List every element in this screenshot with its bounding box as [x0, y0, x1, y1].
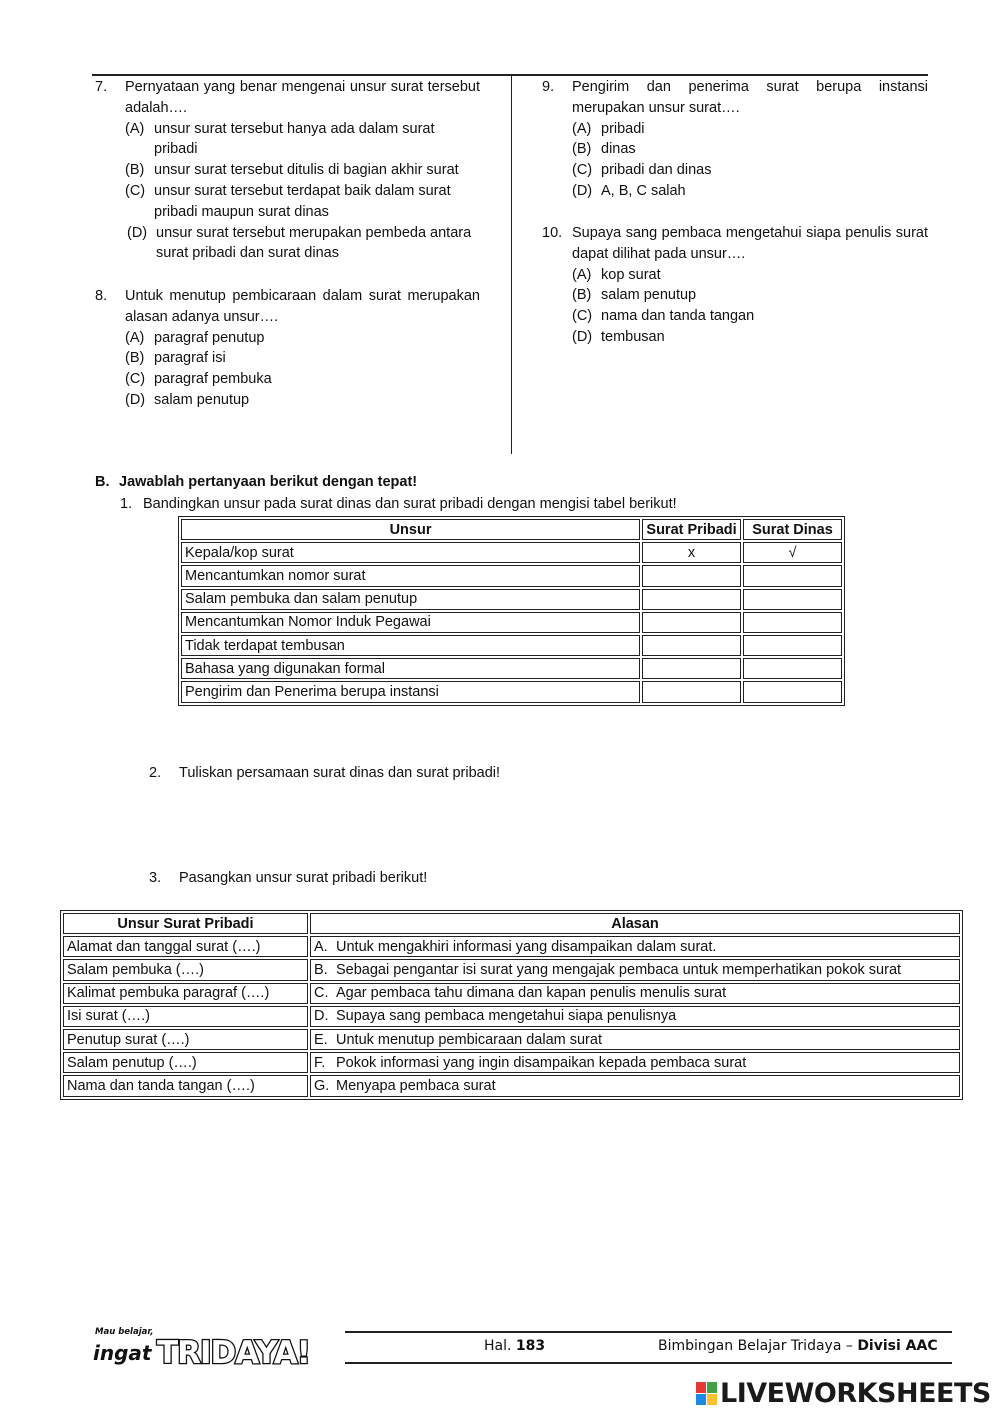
- unsur-answer-cell[interactable]: Isi surat (….): [63, 1006, 308, 1027]
- tridaya-logo: [93, 1322, 343, 1370]
- section-b-question-2: 2. Tuliskan persamaan surat dinas dan surat pribadi!: [149, 765, 501, 781]
- option-c[interactable]: (C) paragraf pembuka: [125, 371, 272, 388]
- alasan-cell: F. Pokok informasi yang ingin disampaikan kepada pembaca surat: [310, 1052, 960, 1073]
- unsur-answer-cell[interactable]: Salam pembuka (….): [63, 959, 308, 980]
- table-row: [63, 959, 960, 980]
- column-header: Unsur: [181, 519, 640, 540]
- alasan-cell: A. Untuk mengakhiri informasi yang disampaikan dalam surat.: [310, 936, 960, 957]
- table-header-row: [181, 519, 842, 540]
- table-row: [63, 1029, 960, 1050]
- option-a[interactable]: (A) paragraf penutup: [125, 329, 265, 346]
- alasan-cell: B. Sebagai pengantar isi surat yang mengajak pembaca untuk memperhatikan pokok surat: [310, 959, 960, 980]
- dinas-answer-cell[interactable]: [743, 612, 842, 633]
- logo-square: [696, 1394, 706, 1405]
- table-row: [181, 589, 842, 610]
- question-number: 7.: [95, 79, 108, 95]
- logo-ingat: ingat: [93, 1341, 152, 1365]
- logo-tagline: Mau belajar,: [95, 1327, 154, 1337]
- section-b-question-3: 3. Pasangkan unsur surat pribadi berikut!: [149, 870, 428, 886]
- unsur-cell: Kepala/kop surat: [181, 542, 640, 563]
- footer-rule-top: [345, 1331, 952, 1333]
- section-b-heading: B. Jawablah pertanyaan berikut dengan tepat!: [95, 474, 418, 490]
- logo-square: [707, 1394, 717, 1405]
- table-row: [181, 635, 842, 656]
- unsur-cell: Bahasa yang digunakan formal: [181, 658, 640, 679]
- alasan-cell: E. Untuk menutup pembicaraan dalam surat: [310, 1029, 960, 1050]
- table-row: [181, 542, 842, 563]
- pribadi-answer-cell[interactable]: [642, 565, 741, 586]
- page-number: Hal. 183: [484, 1338, 546, 1354]
- dinas-answer-cell[interactable]: [743, 589, 842, 610]
- footer-title: Bimbingan Belajar Tridaya – Divisi AAC: [658, 1338, 938, 1354]
- question-8: [95, 286, 480, 411]
- unsur-cell: Salam pembuka dan salam penutup: [181, 589, 640, 610]
- option-d[interactable]: (D) tembusan: [572, 328, 665, 345]
- unsur-answer-cell[interactable]: Kalimat pembuka paragraf (….): [63, 983, 308, 1004]
- dinas-answer-cell[interactable]: √: [743, 542, 842, 563]
- unsur-cell: Pengirim dan Penerima berupa instansi: [181, 681, 640, 702]
- pribadi-answer-cell[interactable]: [642, 589, 741, 610]
- option-b[interactable]: (B) unsur surat tersebut ditulis di bagian akhir surat: [125, 162, 459, 179]
- question-7: [95, 77, 480, 264]
- question-10: [542, 223, 928, 348]
- pribadi-answer-cell[interactable]: x: [642, 542, 741, 563]
- question-stem: Untuk menutup pembicaraan dalam surat merupakan alasan adanya unsur….: [125, 288, 480, 325]
- option-c[interactable]: (C) nama dan tanda tangan: [572, 308, 755, 325]
- dinas-answer-cell[interactable]: [743, 565, 842, 586]
- matching-table: [60, 910, 963, 1100]
- table-row: [181, 681, 842, 702]
- option-d[interactable]: (D) salam penutup: [125, 391, 250, 408]
- pribadi-answer-cell[interactable]: [642, 612, 741, 633]
- table-row: [63, 1052, 960, 1073]
- table-header-row: [63, 913, 960, 934]
- table-row: [181, 565, 842, 586]
- question-stem: Pernyataan yang benar mengenai unsur surat tersebut adalah….: [125, 79, 480, 116]
- column-header: Surat Dinas: [743, 519, 842, 540]
- table-row: [63, 1006, 960, 1027]
- option-c[interactable]: (C) pribadi dan dinas: [572, 162, 712, 179]
- column-header: Unsur Surat Pribadi: [63, 913, 308, 934]
- dinas-answer-cell[interactable]: [743, 635, 842, 656]
- table-row: [63, 1075, 960, 1096]
- logo-square: [707, 1382, 717, 1393]
- unsur-answer-cell[interactable]: Salam penutup (….): [63, 1052, 308, 1073]
- alasan-cell: D. Supaya sang pembaca mengetahui siapa penulisnya: [310, 1006, 960, 1027]
- option-c[interactable]: (C) unsur surat tersebut terdapat baik dalam surat pribadi maupun surat dinas: [125, 182, 451, 220]
- option-d[interactable]: (D) A, B, C salah: [572, 182, 686, 199]
- option-b[interactable]: (B) paragraf isi: [125, 350, 226, 367]
- dinas-answer-cell[interactable]: [743, 658, 842, 679]
- unsur-cell: Mencantumkan nomor surat: [181, 565, 640, 586]
- option-b[interactable]: (B) dinas: [572, 141, 636, 158]
- pribadi-answer-cell[interactable]: [642, 635, 741, 656]
- liveworksheets-watermark: LIVEWORKSHEETS: [720, 1378, 991, 1409]
- question-number: 10.: [542, 225, 563, 241]
- pribadi-answer-cell[interactable]: [642, 658, 741, 679]
- logo-brand: TRIDAYA!: [157, 1335, 310, 1370]
- table-row: [181, 658, 842, 679]
- unsur-cell: Mencantumkan Nomor Induk Pegawai: [181, 612, 640, 633]
- alasan-cell: C. Agar pembaca tahu dimana dan kapan penulis menulis surat: [310, 983, 960, 1004]
- option-a[interactable]: (A) pribadi: [572, 120, 645, 137]
- unsur-answer-cell[interactable]: Penutup surat (….): [63, 1029, 308, 1050]
- option-b[interactable]: (B) salam penutup: [572, 287, 697, 304]
- alasan-cell: G. Menyapa pembaca surat: [310, 1075, 960, 1096]
- table-row: [181, 612, 842, 633]
- comparison-table: [178, 516, 845, 706]
- table-row: [63, 936, 960, 957]
- question-stem: Pengirim dan penerima surat berupa instansi merupakan unsur surat….: [572, 79, 928, 116]
- liveworksheets-logo-icon: [696, 1382, 718, 1406]
- option-a[interactable]: (A) unsur surat tersebut hanya ada dalam surat pribadi: [125, 120, 435, 158]
- option-d[interactable]: (D) unsur surat tersebut merupakan pembeda antara surat pribadi dan surat dinas: [127, 224, 472, 262]
- unsur-answer-cell[interactable]: Alamat dan tanggal surat (….): [63, 936, 308, 957]
- question-number: 9.: [542, 79, 555, 95]
- question-stem: Supaya sang pembaca mengetahui siapa penulis surat dapat dilihat pada unsur….: [572, 225, 928, 262]
- option-a[interactable]: (A) kop surat: [572, 266, 661, 283]
- column-header: Alasan: [310, 913, 960, 934]
- table-row: [63, 983, 960, 1004]
- question-number: 8.: [95, 288, 108, 304]
- unsur-answer-cell[interactable]: Nama dan tanda tangan (….): [63, 1075, 308, 1096]
- column-header: Surat Pribadi: [642, 519, 741, 540]
- top-rule: [92, 74, 928, 76]
- unsur-cell: Tidak terdapat tembusan: [181, 635, 640, 656]
- pribadi-answer-cell[interactable]: [642, 681, 741, 702]
- question-9: [542, 77, 928, 202]
- column-divider: [511, 76, 512, 454]
- footer-rule-bottom: [345, 1362, 952, 1364]
- dinas-answer-cell[interactable]: [743, 681, 842, 702]
- section-b-question-1: 1. Bandingkan unsur pada surat dinas dan surat pribadi dengan mengisi tabel berikut!: [120, 496, 677, 512]
- logo-square: [696, 1382, 706, 1393]
